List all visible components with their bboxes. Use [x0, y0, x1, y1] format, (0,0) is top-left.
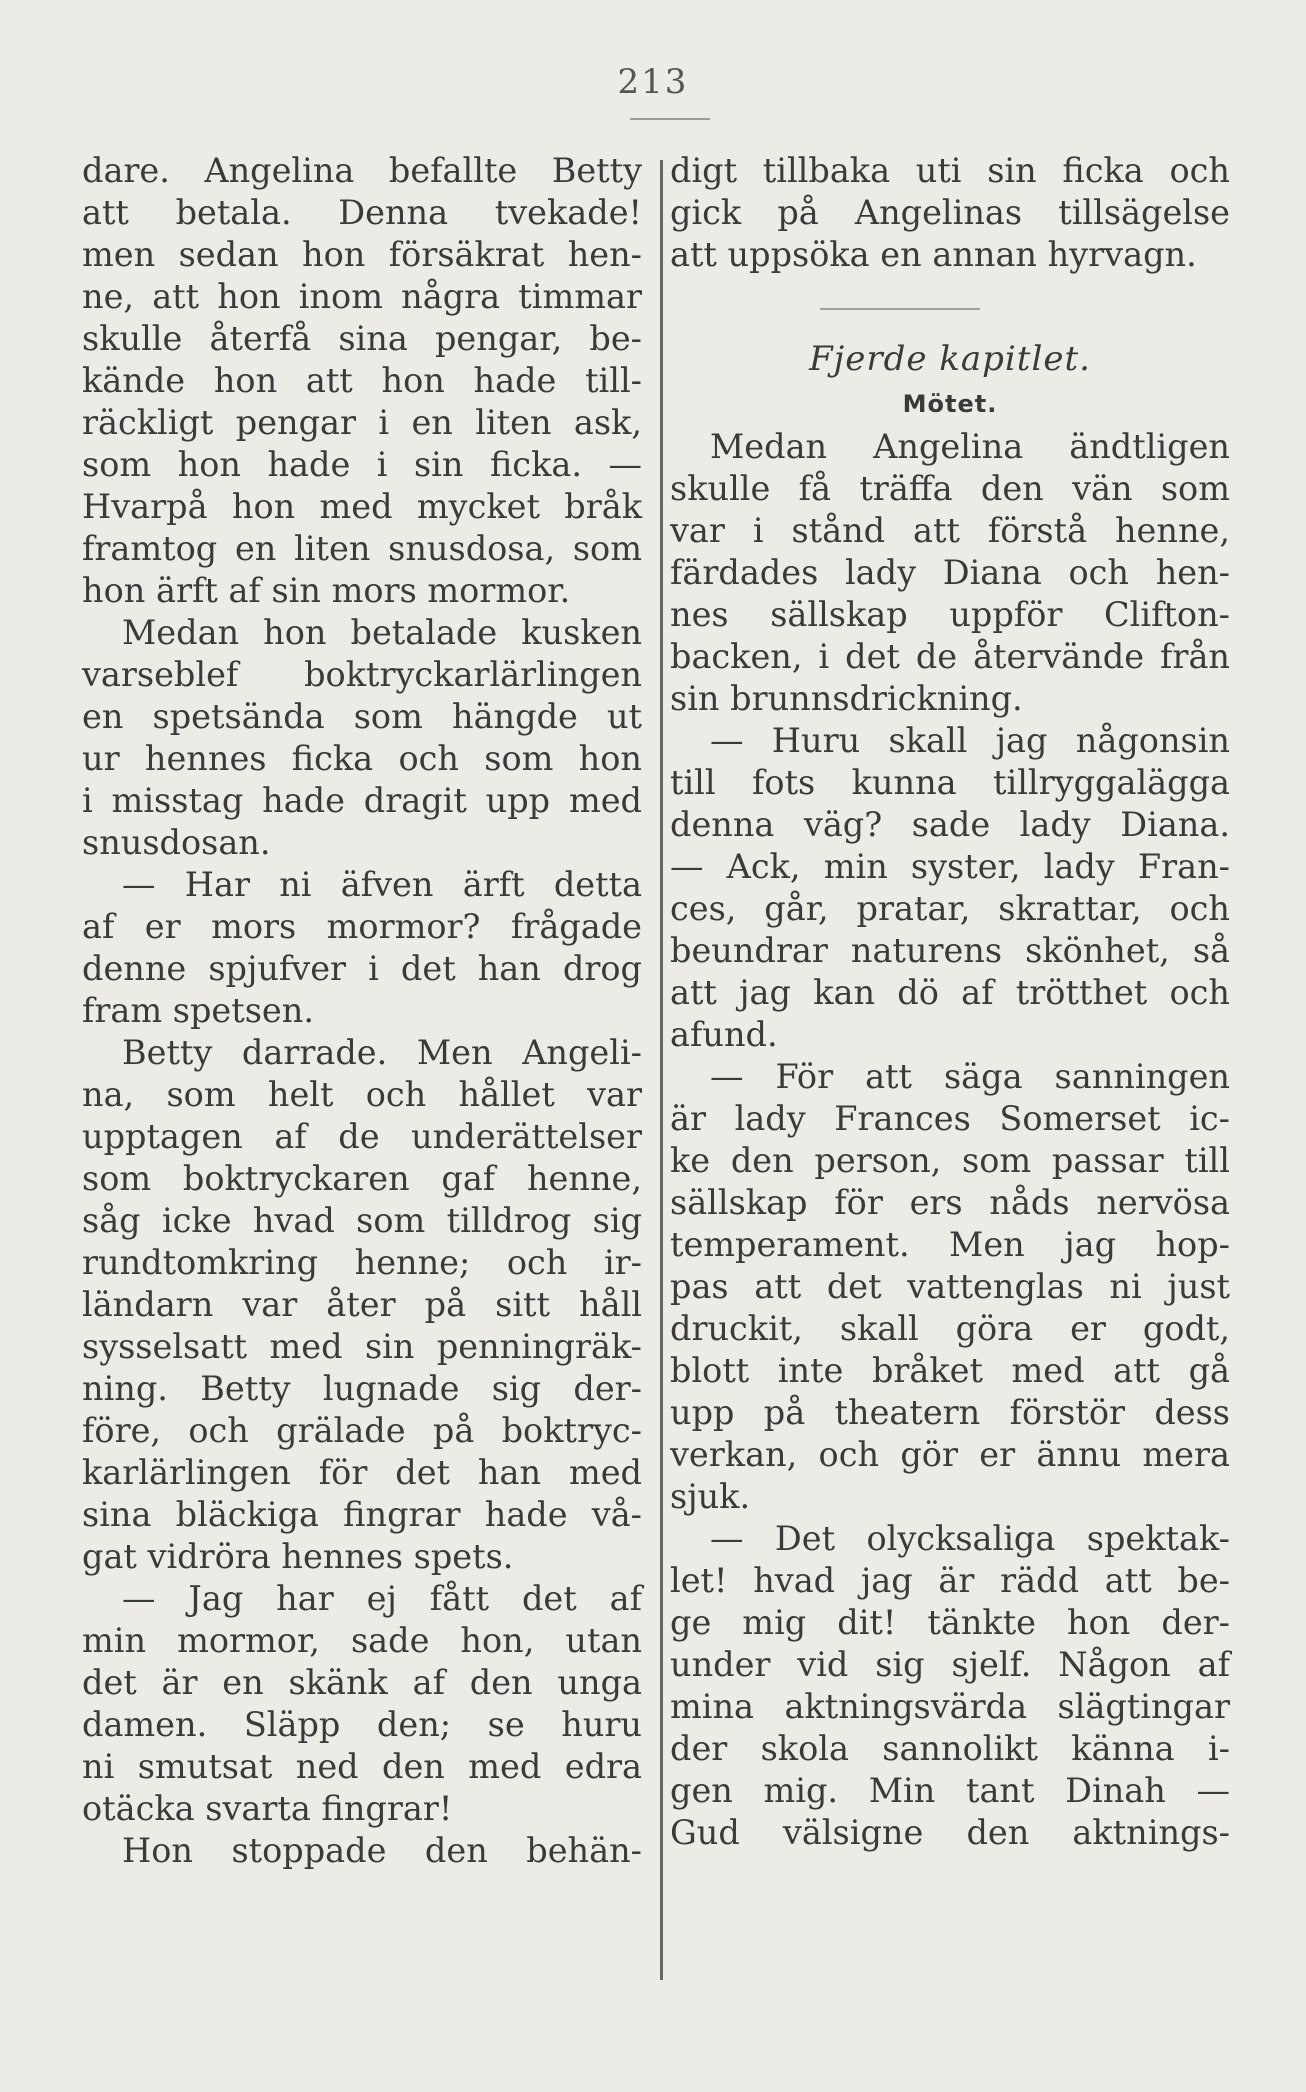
right-column-body	[670, 426, 1230, 1854]
text-line: framtog en liten snusdosa, som	[82, 529, 642, 568]
text-line: blott inte bråket med att gå	[670, 1351, 1230, 1390]
text-line: digt tillbaka uti sin ficka och	[670, 151, 1230, 190]
text-line: temperament. Men jag hop-	[670, 1225, 1230, 1264]
text-line: en spetsända som hängde ut	[82, 697, 642, 736]
text-line: sällskap för ers nåds nervösa	[670, 1183, 1230, 1222]
text-line: Gud välsigne den aktnings-	[670, 1813, 1230, 1852]
text-line: nes sällskap uppför Clifton-	[670, 595, 1230, 634]
text-line: såg icke hvad som tilldrog sig	[82, 1201, 642, 1240]
text-line: af er mors mormor? frågade	[82, 907, 642, 946]
text-line: det är en skänk af den unga	[82, 1663, 642, 1702]
page-number: 213	[617, 62, 689, 102]
text-line: sysselsatt med sin penningräk-	[82, 1327, 642, 1366]
text-line: upptagen af de underättelser	[82, 1117, 642, 1156]
text-line: Medan hon betalade kusken	[122, 613, 642, 652]
text-line: i misstag hade dragit upp med	[82, 781, 642, 820]
text-line: sin brunnsdrickning.	[670, 679, 1023, 718]
text-line: kände hon att hon hade till-	[82, 361, 642, 400]
text-line: att jag kan dö af trötthet och	[670, 973, 1230, 1012]
text-line: skulle få träffa den vän som	[670, 469, 1230, 508]
text-line: ke den person, som passar till	[670, 1141, 1230, 1180]
text-line: ge mig dit! tänkte hon der-	[670, 1603, 1230, 1642]
text-line: Hvarpå hon med mycket bråk	[82, 487, 642, 526]
text-line: ni smutsat ned den med edra	[82, 1747, 642, 1786]
text-line: som boktryckaren gaf henne,	[82, 1159, 642, 1198]
right-column-top	[670, 150, 1230, 276]
text-line: skulle återfå sina pengar, be-	[82, 319, 642, 358]
text-line: gick på Angelinas tillsägelse	[670, 193, 1230, 232]
text-line: gen mig. Min tant Dinah —	[670, 1771, 1230, 1810]
text-line: ur hennes ficka och som hon	[82, 739, 642, 778]
right-column	[670, 150, 1230, 1854]
text-line: att uppsöka en annan hyrvagn.	[670, 235, 1197, 274]
text-line: ne, att hon inom några timmar	[82, 277, 642, 316]
text-line: — Jag har ej fått det af	[122, 1579, 642, 1618]
text-line: let! hvad jag är rädd att be-	[670, 1561, 1230, 1600]
text-line: na, som helt och hållet var	[82, 1075, 642, 1114]
text-line: min mormor, sade hon, utan	[82, 1621, 642, 1660]
text-line: räckligt pengar i en liten ask,	[82, 403, 642, 442]
section-title: Mötet.	[902, 390, 998, 418]
text-line: — Huru skall jag någonsin	[710, 721, 1230, 760]
text-line: karlärlingen för det han med	[82, 1453, 642, 1492]
text-line: pas att det vattenglas ni just	[670, 1267, 1230, 1306]
text-line: der skola sannolikt känna i-	[670, 1729, 1230, 1768]
text-line: som hon hade i sin ficka. —	[82, 445, 642, 484]
chapter-title: Fjerde kapitlet.	[809, 339, 1091, 379]
text-line: denna väg? sade lady Diana.	[670, 805, 1230, 844]
text-line: gat vidröra hennes spets.	[82, 1537, 514, 1576]
text-line: upp på theatern förstör dess	[670, 1393, 1230, 1432]
text-line: verkan, och gör er ännu mera	[670, 1435, 1230, 1474]
text-line: snusdosan.	[82, 823, 271, 862]
text-line: före, och grälade på boktryc-	[82, 1411, 642, 1450]
text-line: Betty darrade. Men Angeli-	[122, 1033, 642, 1072]
header-rule	[630, 118, 710, 120]
text-line: sjuk.	[670, 1477, 751, 1516]
chapter-separator-rule	[820, 308, 980, 310]
text-line: backen, i det de återvände från	[670, 637, 1230, 676]
text-line: fram spetsen.	[82, 991, 314, 1030]
column-divider	[660, 160, 663, 1980]
left-column	[82, 150, 642, 1872]
text-line: var i stånd att förstå henne,	[670, 511, 1230, 550]
text-line: Medan Angelina ändtligen	[710, 427, 1230, 466]
text-line: under vid sig sjelf. Någon af	[670, 1645, 1230, 1684]
text-line: är lady Frances Somerset ic-	[670, 1099, 1230, 1138]
text-line: varseblef boktryckarlärlingen	[82, 655, 642, 694]
text-line: till fots kunna tillryggalägga	[670, 763, 1230, 802]
text-line: denne spjufver i det han drog	[82, 949, 642, 988]
text-line: — För att säga sanningen	[710, 1057, 1230, 1096]
text-line: ländarn var åter på sitt håll	[82, 1285, 642, 1324]
text-line: afund.	[670, 1015, 778, 1054]
text-line: — Ack, min syster, lady Fran-	[670, 847, 1230, 886]
text-line: otäcka svarta fingrar!	[82, 1789, 453, 1828]
text-line: druckit, skall göra er godt,	[670, 1309, 1230, 1348]
text-line: färdades lady Diana och hen-	[670, 553, 1230, 592]
text-line: beundrar naturens skönhet, så	[670, 931, 1230, 970]
text-line: mina aktningsvärda slägtingar	[670, 1687, 1230, 1726]
text-line: Hon stoppade den behän-	[122, 1831, 642, 1870]
text-line: ning. Betty lugnade sig der-	[82, 1369, 642, 1408]
text-line: sina bläckiga fingrar hade vå-	[82, 1495, 642, 1534]
text-line: — Har ni äfven ärft detta	[122, 865, 642, 904]
text-line: rundtomkring henne; och ir-	[82, 1243, 642, 1282]
text-line: hon ärft af sin mors mormor.	[82, 571, 571, 610]
text-line: men sedan hon försäkrat hen-	[82, 235, 642, 274]
text-line: ces, går, pratar, skrattar, och	[670, 889, 1230, 928]
text-line: dare. Angelina befallte Betty	[82, 151, 642, 190]
text-line: — Det olycksaliga spektak-	[710, 1519, 1230, 1558]
text-line: att betala. Denna tvekade!	[82, 193, 642, 232]
text-line: damen. Släpp den; se huru	[82, 1705, 642, 1744]
